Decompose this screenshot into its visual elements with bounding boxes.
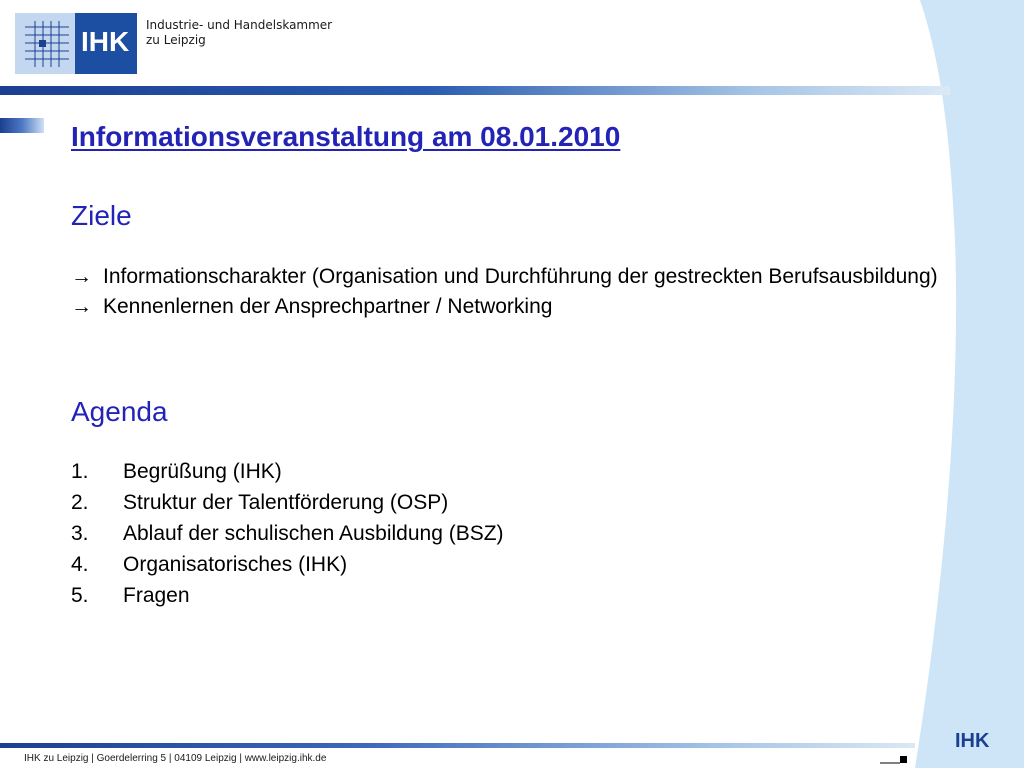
- logo-name-line2: zu Leipzig: [146, 33, 206, 47]
- logo-organization-name: [146, 18, 332, 48]
- goal-text: Kennenlernen der Ansprechpartner / Networking: [103, 295, 553, 318]
- agenda-item: [71, 518, 504, 549]
- agenda-item: [71, 549, 504, 580]
- goal-item: [71, 262, 951, 292]
- agenda-item: [71, 487, 504, 518]
- agenda-item-text: Organisatorisches (IHK): [123, 553, 348, 576]
- agenda-item-number: 3.: [71, 522, 89, 545]
- ziele-heading: Ziele: [71, 200, 132, 231]
- arrow-right-icon: →: [71, 265, 92, 288]
- footer-square-icon: [880, 755, 908, 765]
- agenda-item-text: Struktur der Talentförderung (OSP): [123, 491, 449, 514]
- slide-title: Informationsveranstaltung am 08.01.2010: [71, 121, 621, 152]
- agenda-item-text: Fragen: [123, 584, 190, 607]
- footer-address: IHK zu Leipzig | Goerdelerring 5 | 04109 Leipzig | www.leipzig.ihk.de: [24, 753, 327, 764]
- agenda-item-text: Ablauf der schulischen Ausbildung (BSZ): [123, 522, 504, 545]
- goals-list: [71, 262, 951, 322]
- agenda-item-number: 4.: [71, 553, 89, 576]
- goal-text: Informationscharakter (Organisation und Durchführung der gestreckten Berufsausbildung): [103, 265, 938, 288]
- goal-item: [71, 292, 951, 322]
- agenda-heading: Agenda: [71, 396, 168, 427]
- logo-name-line1: Industrie- und Handelskammer: [146, 18, 333, 32]
- agenda-item: [71, 456, 504, 487]
- agenda-item-number: 5.: [71, 584, 89, 607]
- agenda-item: [71, 580, 504, 611]
- logo-grid-icon: [15, 13, 75, 74]
- header-stripe: [0, 86, 950, 95]
- agenda-item-text: Begrüßung (IHK): [123, 460, 282, 483]
- arrow-right-icon: →: [71, 295, 92, 318]
- side-accent-mark: [0, 118, 44, 133]
- footer-brand: IHK: [955, 730, 990, 752]
- agenda-item-number: 2.: [71, 491, 89, 514]
- ihk-logo: [15, 13, 137, 74]
- agenda-item-number: 1.: [71, 460, 89, 483]
- agenda-list: [71, 456, 504, 611]
- logo-letters: IHK: [81, 26, 130, 57]
- footer-stripe: [0, 743, 915, 748]
